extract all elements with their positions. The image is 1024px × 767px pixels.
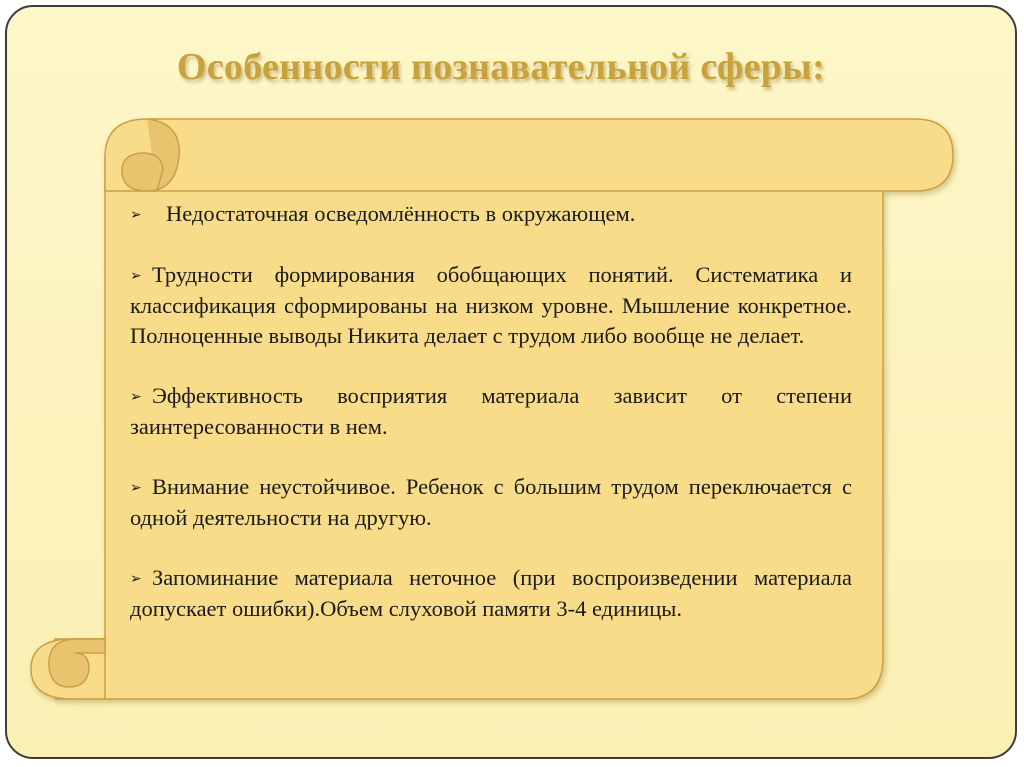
scroll-top-roll [105,119,953,191]
arrow-bullet-icon: ➢ [130,268,142,284]
list-item-text: Запоминание материала неточное (при воспроизведении материала допускает ошибки).Объем слуховой памяти 3-4 единицы. [130,565,852,621]
list-item-text: Внимание неустойчивое. Ребенок с большим трудом переключается с одной деятельности на другую. [130,474,852,530]
list-item [130,381,852,442]
list-item [130,260,852,351]
slide [5,5,1017,759]
arrow-bullet-icon: ➢ [130,207,142,223]
list-item [130,563,852,624]
page-title: Особенности познавательной сферы: [176,46,826,88]
list-item-text: Эффективность восприятия материала зависит от степени заинтересованности в нем. [130,383,852,439]
arrow-bullet-icon: ➢ [130,480,142,496]
list-item [130,199,852,230]
list-item-text: Недостаточная осведомлённость в окружающем. [166,201,636,226]
bullet-list [130,199,852,624]
arrow-bullet-icon: ➢ [130,571,142,587]
list-item [130,472,852,533]
arrow-bullet-icon: ➢ [130,389,142,405]
list-item-text: Трудности формирования обобщающих понятий. Систематика и классификация сформированы на низком уровне. Мышление конкретное. Полноценные выводы Никита делает с трудом либо вообще не делает. [130,262,852,348]
